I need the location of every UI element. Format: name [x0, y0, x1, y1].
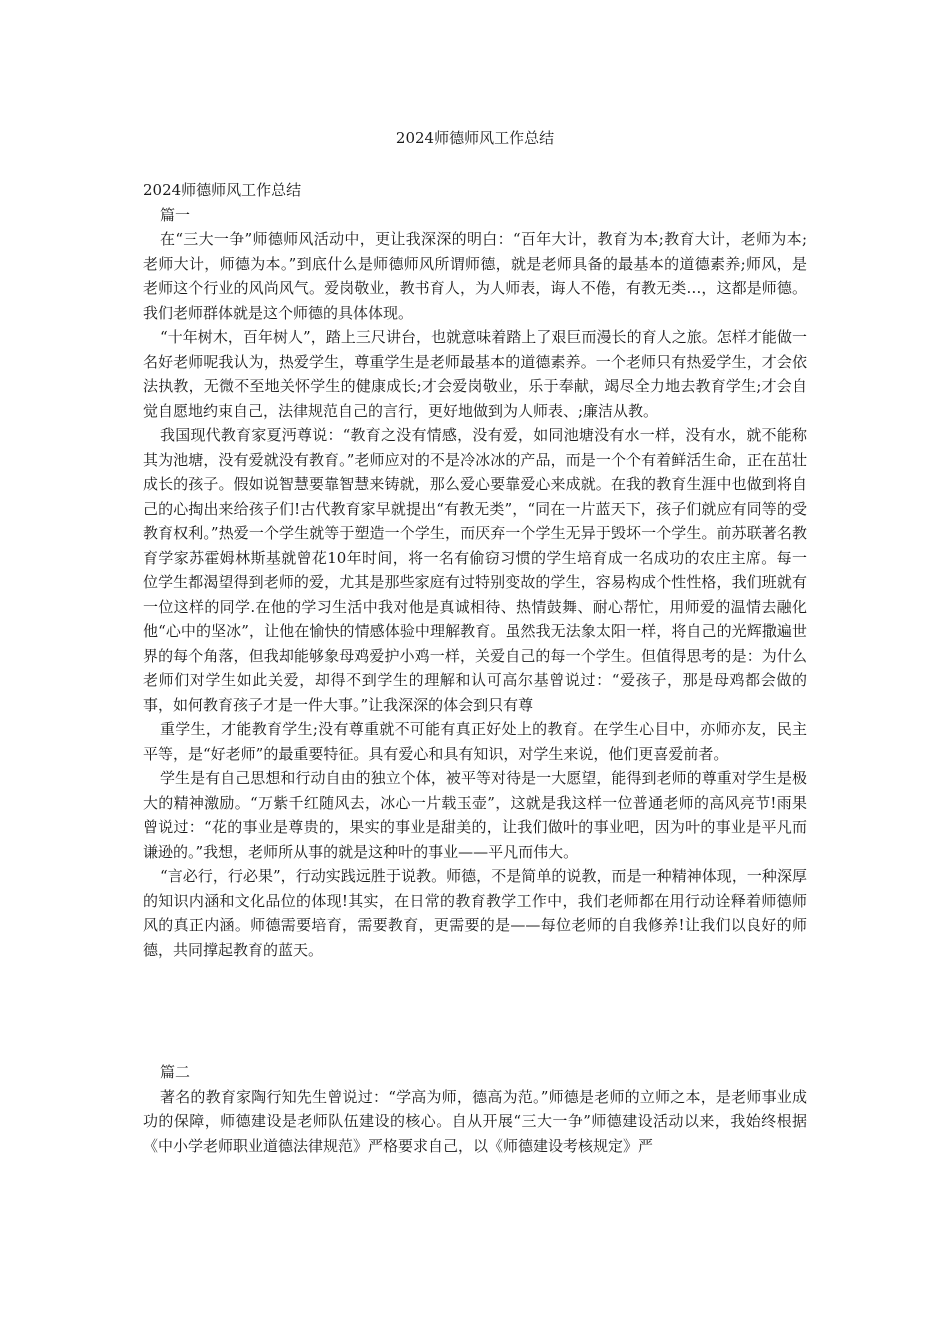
paragraph: 重学生，才能教育学生;没有尊重就不可能有真正好处上的教育。在学生心目中，亦师亦友，民主平等，是“好老师”的最重要特征。具有爱心和具有知识，对学生来说，他们更喜爱前者。 — [143, 720, 807, 763]
section-label-2: 篇二 — [160, 1063, 191, 1081]
section-label-1: 篇一 — [160, 205, 191, 224]
paragraph: “言必行，行必果”，行动实践远胜于说教。师德，不是简单的说教，而是一种精神体现，一种深厚的知识内涵和文化品位的体现!其实，在日常的教育教学工作中，我们老师都在用行动诠释着师德师风的真正内涵。师德需要培育，需要教育，更需要的是——每位老师的自我修养!让我们以良好的师德，共同撑起教育的蓝天。 — [143, 867, 807, 959]
paragraph: “十年树木，百年树人”，踏上三尺讲台，也就意味着踏上了艰巨而漫长的育人之旅。怎样才能做一名好老师呢我认为，热爱学生，尊重学生是老师最基本的道德素养。一个老师只有热爱学生，才会依法执教，无微不至地关怀学生的健康成长;才会爱岗敬业，乐于奉献，竭尽全力地去教育学生;才会自觉自愿地约束自己，法律规范自己的言行，更好地做到为人师表、;廉洁从教。 — [143, 328, 807, 420]
document-title: 2024师德师风工作总结 — [395, 129, 555, 147]
document-body — [143, 178, 807, 1158]
paragraph: 我国现代教育家夏沔尊说：“教育之没有情感，没有爱，如同池塘没有水一样，没有水，就不能称其为池塘，没有爱就没有教育。”老师应对的不是冷冰冰的产品，而是一个个有着鲜活生命，正在茁壮成长的孩子。假如说智慧要靠智慧来铸就，那么爱心要靠爱心来成就。在我的教育生涯中也做到将自己的心掏出来给孩子们!古代教育家早就提出“有教无类”，“同在一片蓝天下，孩子们就应有同等的受教育权利。”热爱一个学生就等于塑造一个学生，而厌弃一个学生无异于毁坏一个学生。前苏联著名教育学家苏霍姆林斯基就曾花10年时间，将一名有偷窃习惯的学生培育成一名成功的农庄主席。每一位学生都渴望得到老师的爱，尤其是那些家庭有过特别变故的学生，容易构成个性性格，我们班就有一位这样的同学.在他的学习生活中我对他是真诚相待、热情鼓舞、耐心帮忙，用师爱的温情去融化他“心中的坚冰”，让他在愉快的情感体验中理解教育。虽然我无法象太阳一样，将自己的光辉撒遍世界的每个角落，但我却能够象母鸡爱护小鸡一样，关爱自己的每一个学生。但值得思考的是：为什么老师们对学生如此关爱，却得不到学生的理解和认可高尔基曾说过：“爱孩子，那是母鸡都会做的事，如何教育孩子才是一件大事。”让我深深的体会到只有尊 — [143, 426, 807, 714]
paragraph: 著名的教育家陶行知先生曾说过：“学高为师，德高为范。”师德是老师的立师之本，是老师事业成功的保障，师德建设是老师队伍建设的核心。自从开展“三大一争”师德建设活动以来，我始终根据《中小学老师职业道德法律规范》严格要求自己，以《师德建设考核规定》严 — [143, 1087, 807, 1155]
document-subtitle: 2024师德师风工作总结 — [143, 181, 302, 199]
section-spacer — [143, 962, 807, 1060]
paragraph: 在“三大一争”师德师风活动中，更让我深深的明白：“百年大计，教育为本;教育大计，老师为本;老师大计，师德为本。”到底什么是师德师风所谓师德，就是老师具备的最基本的道德素养;师风，是老师这个行业的风尚风气。爱岗敬业，教书育人，为人师表，诲人不倦，有教无类…，这都是师德。我们老师群体就是这个师德的具体体现。 — [143, 230, 807, 322]
paragraph: 学生是有自己思想和行动自由的独立个体，被平等对待是一大愿望，能得到老师的尊重对学生是极大的精神激励。“万紫千红随风去，冰心一片载玉壶”，这就是我这样一位普通老师的高风亮节!雨果曾说过：“花的事业是尊贵的，果实的事业是甜美的，让我们做叶的事业吧，因为叶的事业是平凡而谦逊的。”我想，老师所从事的就是这种叶的事业——平凡而伟大。 — [143, 769, 807, 861]
